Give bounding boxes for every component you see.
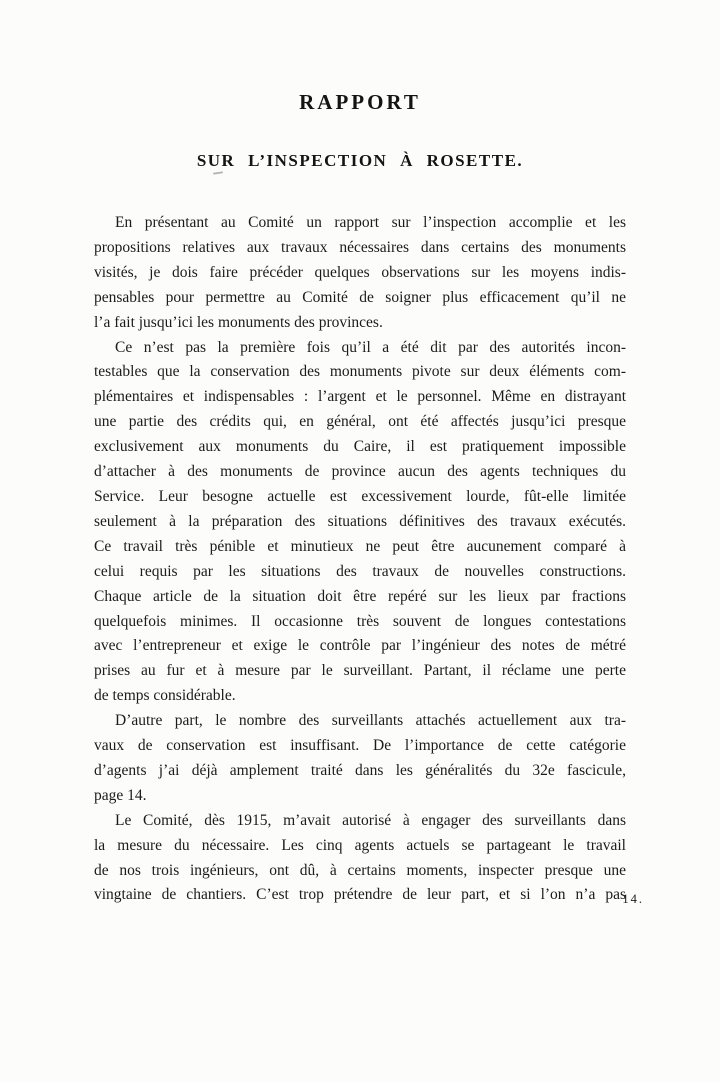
- text-line: de temps considérable.: [94, 687, 236, 705]
- text-line: exclusivement aux monuments du Caire, il est pratiquement impossible: [94, 438, 626, 456]
- text-line: d’agents j’ai déjà amplement traité dans les généralités du 32e fascicule,: [94, 761, 626, 779]
- text-line: pensables pour permettre au Comité de soigner plus efficacement qu’il ne: [94, 288, 626, 306]
- page-title: RAPPORT: [299, 90, 421, 114]
- text-line: Ce n’est pas la première fois qu’il a été dit par des autorités incon-: [115, 338, 626, 356]
- paragraph: [94, 336, 626, 710]
- body-text: [94, 211, 626, 908]
- text-line: l’a fait jusqu’ici les monuments des provinces.: [94, 313, 383, 331]
- text-line: avec l’entrepreneur et exige le contrôle par l’ingénieur des notes de métré: [94, 637, 626, 655]
- text-line: seulement à la préparation des situations définitives des travaux exécutés.: [94, 512, 626, 530]
- text-line: vingtaine de chantiers. C’est trop prétendre de leur part, et si l’on n’a pas: [94, 886, 626, 904]
- page-subtitle: SUR L’INSPECTION À ROSETTE.: [196, 151, 524, 170]
- text-line: D’autre part, le nombre des surveillants attachés actuellement aux tra-: [115, 712, 626, 730]
- text-line: Ce travail très pénible et minutieux ne peut être aucunement comparé à: [94, 537, 626, 555]
- text-line: Le Comité, dès 1915, m’avait autorisé à engager des surveillants dans: [115, 811, 626, 829]
- text-line: page 14.: [94, 786, 147, 804]
- text-line: visités, je dois faire précéder quelques observations sur les moyens indis-: [94, 263, 626, 281]
- text-line: En présentant au Comité un rapport sur l’inspection accomplie et les: [115, 214, 626, 231]
- signature-mark: 14.: [622, 892, 644, 906]
- paragraph: [94, 709, 626, 809]
- text-line: testables que la conservation des monuments pivote sur deux éléments com-: [94, 363, 626, 381]
- text-line: de nos trois ingénieurs, ont dû, à certains moments, inspecter presque une: [94, 861, 626, 879]
- text-line: celui requis par les situations des travaux de nouvelles constructions.: [94, 562, 626, 580]
- text-line: propositions relatives aux travaux nécessaires dans certains des monuments: [94, 238, 626, 256]
- paragraph: [94, 211, 626, 336]
- text-line: vaux de conservation est insuffisant. De l’importance de cette catégorie: [94, 737, 626, 755]
- text-line: la mesure du nécessaire. Les cinq agents actuels se partageant le travail: [94, 836, 626, 854]
- paragraph: [94, 809, 626, 909]
- text-line: prises au fur et à mesure par le surveillant. Partant, il réclame une perte: [94, 662, 626, 680]
- text-line: une partie des crédits qui, en général, ont été affectés jusqu’ici presque: [94, 413, 626, 431]
- print-artifact: [213, 171, 223, 174]
- text-line: Service. Leur besogne actuelle est excessivement lourde, fût-elle limitée: [94, 487, 626, 505]
- text-line: Chaque article de la situation doit être repéré sur les lieux par fractions: [94, 587, 626, 605]
- text-line: plémentaires et indispensables : l’argent et le personnel. Même en distrayant: [94, 388, 626, 406]
- text-line: d’attacher à des monuments de province aucun des agents techniques du: [94, 463, 626, 481]
- text-line: quelquefois minimes. Il occasionne très souvent de longues contestations: [94, 612, 626, 630]
